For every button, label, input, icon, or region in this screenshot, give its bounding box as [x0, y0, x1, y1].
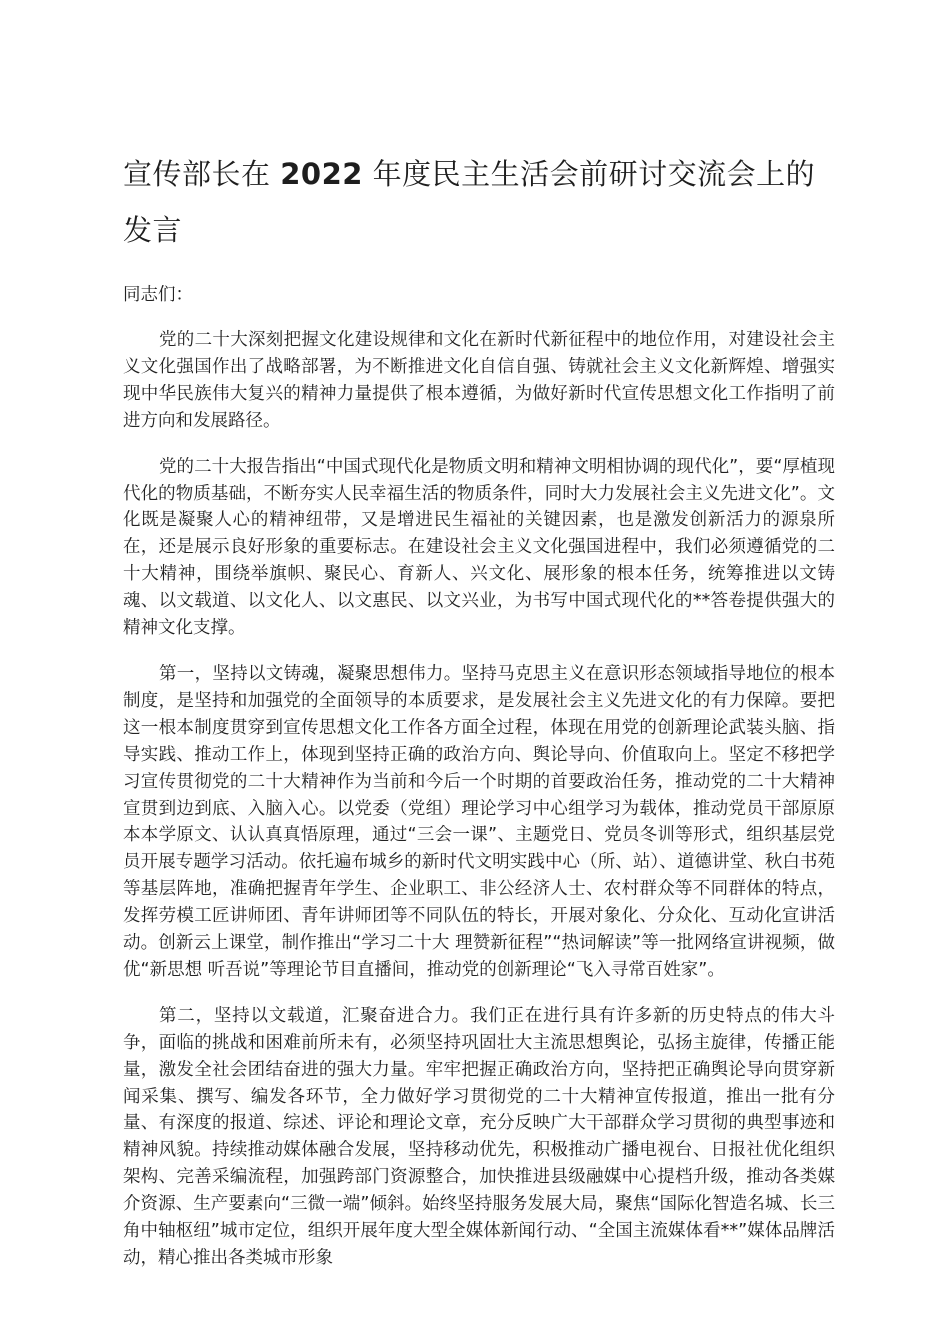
paragraph-second-point: 第二，坚持以文载道，汇聚奋进合力。我们正在进行具有许多新的历史特点的伟大斗争，面临的挑战和困难前所未有，必须坚持巩固壮大主流思想舆论，弘扬主旋律，传播正能量，激发全社会团结奋进的强大力量。牢牢把握正确政治方向，坚持把正确舆论导向贯穿新闻采集、撰写、编发各环节，全力做好学习贯彻党的二十大精神宣传报道，推出一批有分量、有深度的报道、综述、评论和理论文章，充分反映广大干部群众学习贯彻的典型事迹和精神风貌。持续推动媒体融合发展，坚持移动优先，积极推动广播电视台、日报社优化组织架构、完善采编流程，加强跨部门资源整合，加快推进县级融媒中心提档升级，推动各类媒介资源、生产要素向“三微一端”倾斜。始终坚持服务发展大局，聚焦“国际化智造名城、长三角中轴枢纽”城市定位，组织开展年度大型全媒体新闻行动、“全国主流媒体看**”媒体品牌活动，精心推出各类城市形象 [123, 1005, 835, 1268]
paragraph-intro: 党的二十大深刻把握文化建设规律和文化在新时代新征程中的地位作用，对建设社会主义文化强国作出了战略部署，为不断推进文化自信自强、铸就社会主义文化新辉煌、增强实现中华民族伟大复兴的精神力量提供了根本遵循，为做好新时代宣传思想文化工作指明了前进方向和发展路径。 [123, 330, 835, 431]
salutation: 同志们： [123, 285, 193, 305]
document-title [123, 146, 835, 258]
paragraph-first-point: 第一，坚持以文铸魂，凝聚思想伟力。坚持马克思主义在意识形态领域指导地位的根本制度，是坚持和加强党的全面领导的本质要求，是发展社会主义先进文化的有力保障。要把这一根本制度贯穿到宣传思想文化工作各方面全过程，体现在用党的创新理论武装头脑、指导实践、推动工作上，体现到坚持正确的政治方向、舆论导向、价值取向上。坚定不移把学习宣传贯彻党的二十大精神作为当前和今后一个时期的首要政治任务，推动党的二十大精神宣贯到边到底、入脑入心。以党委（党组）理论学习中心组学习为载体，推动党员干部原原本本学原文、认认真真悟原理，通过“三会一课”、主题党日、党员冬训等形式，组织基层党员开展专题学习活动。依托遍布城乡的新时代文明实践中心（所、站）、道德讲堂、秋白书苑等基层阵地，准确把握青年学生、企业职工、非公经济人士、农村群众等不同群体的特点，发挥劳模工匠讲师团、青年讲师团等不同队伍的特长，开展对象化、分众化、互动化宣讲活动。创新云上课堂，制作推出“学习二十大 理赞新征程”“热词解读”等一批网络宣讲视频，做优“新思想 听吾说”等理论节目直播间，推动党的创新理论“飞入寻常百姓家”。 [123, 663, 835, 980]
paragraph-report: 党的二十大报告指出“中国式现代化是物质文明和精神文明相协调的现代化”，要“厚植现代化的物质基础，不断夯实人民幸福生活的物质条件，同时大力发展社会主义先进文化”。文化既是凝聚人心的精神纽带，又是增进民生福祉的关键因素，也是激发创新活力的源泉所在，还是展示良好形象的重要标志。在建设社会主义文化强国进程中，我们必须遵循党的二十大精神，围绕举旗帜、聚民心、育新人、兴文化、展形象的根本任务，统筹推进以文铸魂、以文载道、以文化人、以文惠民、以文兴业，为书写中国式现代化的**答卷提供强大的精神文化支撑。 [123, 456, 835, 639]
document-page [123, 146, 835, 1272]
title-prefix: 宣传部长在 [123, 157, 271, 191]
title-year: 2022 [280, 157, 363, 191]
title-suffix: 年度民主生活会前研讨交流会上的发言 [123, 157, 816, 247]
